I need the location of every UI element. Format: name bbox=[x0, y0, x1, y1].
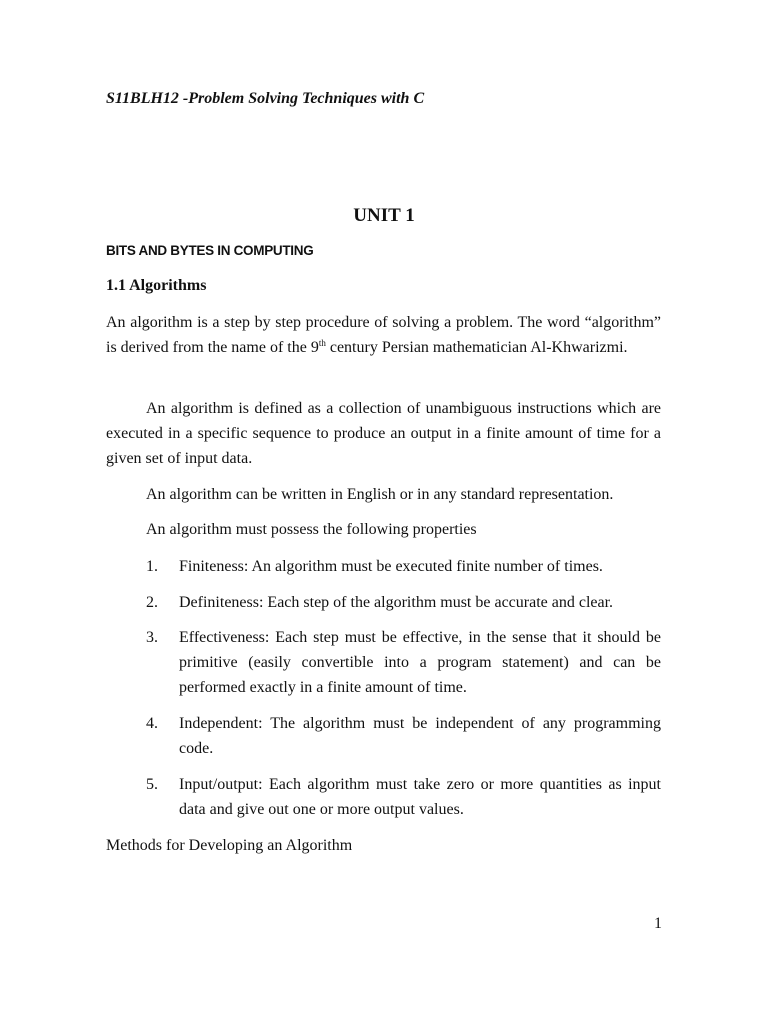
ordinal-superscript: th bbox=[318, 338, 326, 348]
paragraph-representation: An algorithm can be written in English or in any standard representation. bbox=[146, 486, 614, 503]
list-number: 4. bbox=[146, 715, 158, 732]
subsection-title: 1.1 Algorithms bbox=[106, 277, 207, 294]
paragraph-text: An algorithm is a step by step procedure of solving a problem. The word “algorithm” is derived from the name of the 9 bbox=[106, 314, 661, 356]
section-title: BITS AND BYTES IN COMPUTING bbox=[106, 243, 314, 258]
list-text: Effectiveness: Each step must be effective, in the sense that it should be primitive (easily convertible into a program statement) and can be performed exactly in a finite amount of time. bbox=[179, 629, 661, 696]
list-text: Independent: The algorithm must be independent of any programming code. bbox=[179, 715, 661, 757]
paragraph-algorithm-definition bbox=[106, 310, 661, 360]
paragraph-collection-definition: An algorithm is defined as a collection of unambiguous instructions which are executed in a specific sequence to produce an output in a finite amount of time for a given set of input data. bbox=[106, 400, 661, 467]
list-number: 2. bbox=[146, 594, 158, 611]
list-text: Input/output: Each algorithm must take zero or more quantities as input data and give out one or more output values. bbox=[179, 776, 661, 818]
list-number: 1. bbox=[146, 558, 158, 575]
paragraph-text: century Persian mathematician Al-Khwarizmi. bbox=[325, 339, 628, 356]
paragraph-properties-intro: An algorithm must possess the following properties bbox=[146, 521, 477, 538]
unit-title: UNIT 1 bbox=[353, 205, 415, 226]
list-number: 5. bbox=[146, 776, 158, 793]
closing-heading: Methods for Developing an Algorithm bbox=[106, 837, 353, 854]
page-number: 1 bbox=[654, 915, 662, 932]
list-text: Finiteness: An algorithm must be executed finite number of times. bbox=[179, 558, 603, 575]
list-text: Definiteness: Each step of the algorithm must be accurate and clear. bbox=[179, 594, 614, 611]
list-number: 3. bbox=[146, 629, 158, 646]
course-header: S11BLH12 -Problem Solving Techniques with C bbox=[106, 90, 425, 107]
